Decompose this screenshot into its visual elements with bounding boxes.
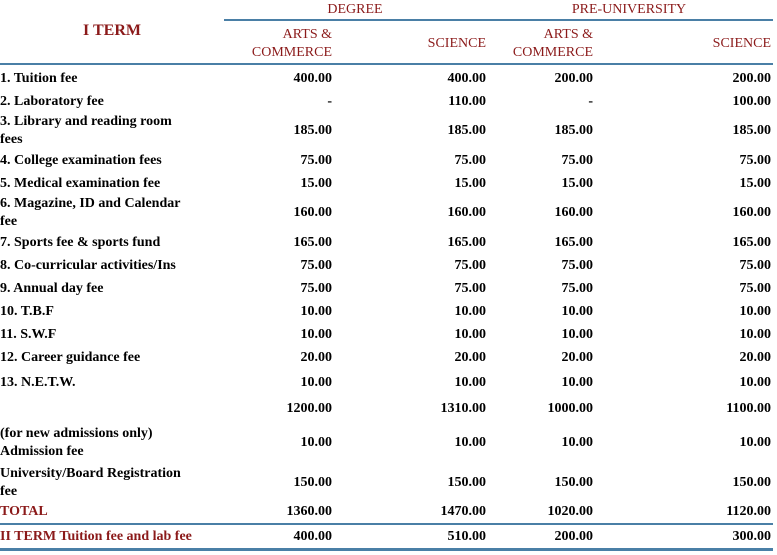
row-value: 10.00 bbox=[561, 435, 593, 450]
row-value: 75.00 bbox=[454, 153, 486, 168]
row-value: 200.00 bbox=[554, 71, 593, 86]
row-label: 9. Annual day fee bbox=[0, 281, 104, 296]
total-value: 1360.00 bbox=[286, 504, 332, 519]
row-value: 160.00 bbox=[447, 205, 486, 220]
row-label: Admission fee bbox=[0, 444, 84, 459]
row-label: 5. Medical examination fee bbox=[0, 176, 161, 191]
row-value: 10.00 bbox=[300, 304, 332, 319]
row-value: 1200.00 bbox=[286, 401, 332, 416]
row-value: 10.00 bbox=[739, 375, 771, 390]
row-value: 160.00 bbox=[732, 205, 771, 220]
row-value: 160.00 bbox=[554, 205, 593, 220]
row-label: 1. Tuition fee bbox=[0, 71, 78, 86]
row-value: 150.00 bbox=[554, 475, 593, 490]
row-value: 1100.00 bbox=[726, 401, 771, 416]
header-rule bbox=[224, 19, 773, 21]
row-label: 7. Sports fee & sports fund bbox=[0, 235, 161, 250]
row-label: 8. Co-curricular activities/Ins bbox=[0, 258, 176, 273]
row-value: 15.00 bbox=[561, 176, 593, 191]
row-label: 3. Library and reading room bbox=[0, 114, 172, 129]
second-term-label: II TERM Tuition fee and lab fee bbox=[0, 529, 192, 544]
row-value: 165.00 bbox=[732, 235, 771, 250]
row-value: 10.00 bbox=[739, 435, 771, 450]
term-heading: I TERM bbox=[83, 22, 141, 39]
row-value: - bbox=[588, 94, 593, 109]
row-value: 100.00 bbox=[732, 94, 771, 109]
degree-heading: DEGREE bbox=[327, 2, 383, 17]
header-bottom-rule bbox=[0, 63, 773, 65]
pu-science-header: SCIENCE bbox=[712, 36, 771, 51]
row-label: 2. Laboratory fee bbox=[0, 94, 104, 109]
row-value: 10.00 bbox=[561, 304, 593, 319]
row-value: 150.00 bbox=[293, 475, 332, 490]
row-value: 75.00 bbox=[739, 258, 771, 273]
row-value: 75.00 bbox=[300, 153, 332, 168]
row-value: 20.00 bbox=[561, 350, 593, 365]
row-value: 75.00 bbox=[300, 281, 332, 296]
row-value: - bbox=[327, 94, 332, 109]
second-term-value: 400.00 bbox=[293, 529, 332, 544]
row-value: 10.00 bbox=[739, 327, 771, 342]
second-term-value: 200.00 bbox=[554, 529, 593, 544]
row-label: 6. Magazine, ID and Calendar bbox=[0, 196, 181, 211]
row-label: 12. Career guidance fee bbox=[0, 350, 141, 365]
total-value: 1120.00 bbox=[726, 504, 771, 519]
row-value: 10.00 bbox=[300, 435, 332, 450]
row-label: University/Board Registration bbox=[0, 466, 181, 481]
row-value: 165.00 bbox=[447, 235, 486, 250]
pre-university-heading: PRE-UNIVERSITY bbox=[571, 2, 687, 17]
row-value: 200.00 bbox=[732, 71, 771, 86]
row-value: 185.00 bbox=[293, 123, 332, 138]
row-value: 400.00 bbox=[293, 71, 332, 86]
row-value: 10.00 bbox=[739, 304, 771, 319]
row-label: 4. College examination fees bbox=[0, 153, 162, 168]
row-value: 165.00 bbox=[554, 235, 593, 250]
row-value: 75.00 bbox=[454, 281, 486, 296]
row-value: 15.00 bbox=[739, 176, 771, 191]
row-value: 75.00 bbox=[454, 258, 486, 273]
row-label: 11. S.W.F bbox=[0, 327, 57, 342]
degree-arts-header-line1: ARTS & bbox=[282, 27, 332, 42]
row-value: 185.00 bbox=[554, 123, 593, 138]
row-value: 75.00 bbox=[561, 258, 593, 273]
row-value: 10.00 bbox=[300, 327, 332, 342]
row-label: 13. N.E.T.W. bbox=[0, 375, 76, 390]
total-value: 1470.00 bbox=[440, 504, 486, 519]
row-value: 10.00 bbox=[561, 327, 593, 342]
row-value: 10.00 bbox=[561, 375, 593, 390]
row-value: 75.00 bbox=[300, 258, 332, 273]
row-value: 400.00 bbox=[447, 71, 486, 86]
row-value: 10.00 bbox=[454, 435, 486, 450]
second-term-value: 510.00 bbox=[447, 529, 486, 544]
row-value: 1310.00 bbox=[440, 401, 486, 416]
row-value: 150.00 bbox=[447, 475, 486, 490]
row-value: 10.00 bbox=[454, 304, 486, 319]
row-value: 185.00 bbox=[732, 123, 771, 138]
row-label: fee bbox=[0, 214, 18, 229]
second-term-value: 300.00 bbox=[732, 529, 771, 544]
row-value: 75.00 bbox=[561, 153, 593, 168]
row-value: 15.00 bbox=[300, 176, 332, 191]
row-label: fees bbox=[0, 132, 23, 147]
row-value: 10.00 bbox=[454, 327, 486, 342]
degree-science-header: SCIENCE bbox=[427, 36, 486, 51]
row-value: 1000.00 bbox=[547, 401, 593, 416]
row-value: 110.00 bbox=[448, 94, 486, 109]
degree-arts-header-line2: COMMERCE bbox=[251, 45, 332, 60]
row-value: 10.00 bbox=[454, 375, 486, 390]
row-value: 75.00 bbox=[739, 153, 771, 168]
row-value: 75.00 bbox=[739, 281, 771, 296]
row-value: 10.00 bbox=[300, 375, 332, 390]
row-label: (for new admissions only) bbox=[0, 426, 153, 441]
pu-arts-header-line1: ARTS & bbox=[543, 27, 593, 42]
row-value: 160.00 bbox=[293, 205, 332, 220]
total-value: 1020.00 bbox=[547, 504, 593, 519]
row-value: 20.00 bbox=[739, 350, 771, 365]
row-value: 185.00 bbox=[447, 123, 486, 138]
total-rule bbox=[0, 523, 773, 525]
row-value: 15.00 bbox=[454, 176, 486, 191]
bottom-rule bbox=[0, 548, 773, 551]
row-value: 150.00 bbox=[732, 475, 771, 490]
row-value: 20.00 bbox=[454, 350, 486, 365]
row-value: 20.00 bbox=[300, 350, 332, 365]
pu-arts-header-line2: COMMERCE bbox=[512, 45, 593, 60]
row-label: 10. T.B.F bbox=[0, 304, 54, 319]
row-label: fee bbox=[0, 484, 18, 499]
total-label: TOTAL bbox=[0, 504, 48, 519]
row-value: 165.00 bbox=[293, 235, 332, 250]
row-value: 75.00 bbox=[561, 281, 593, 296]
